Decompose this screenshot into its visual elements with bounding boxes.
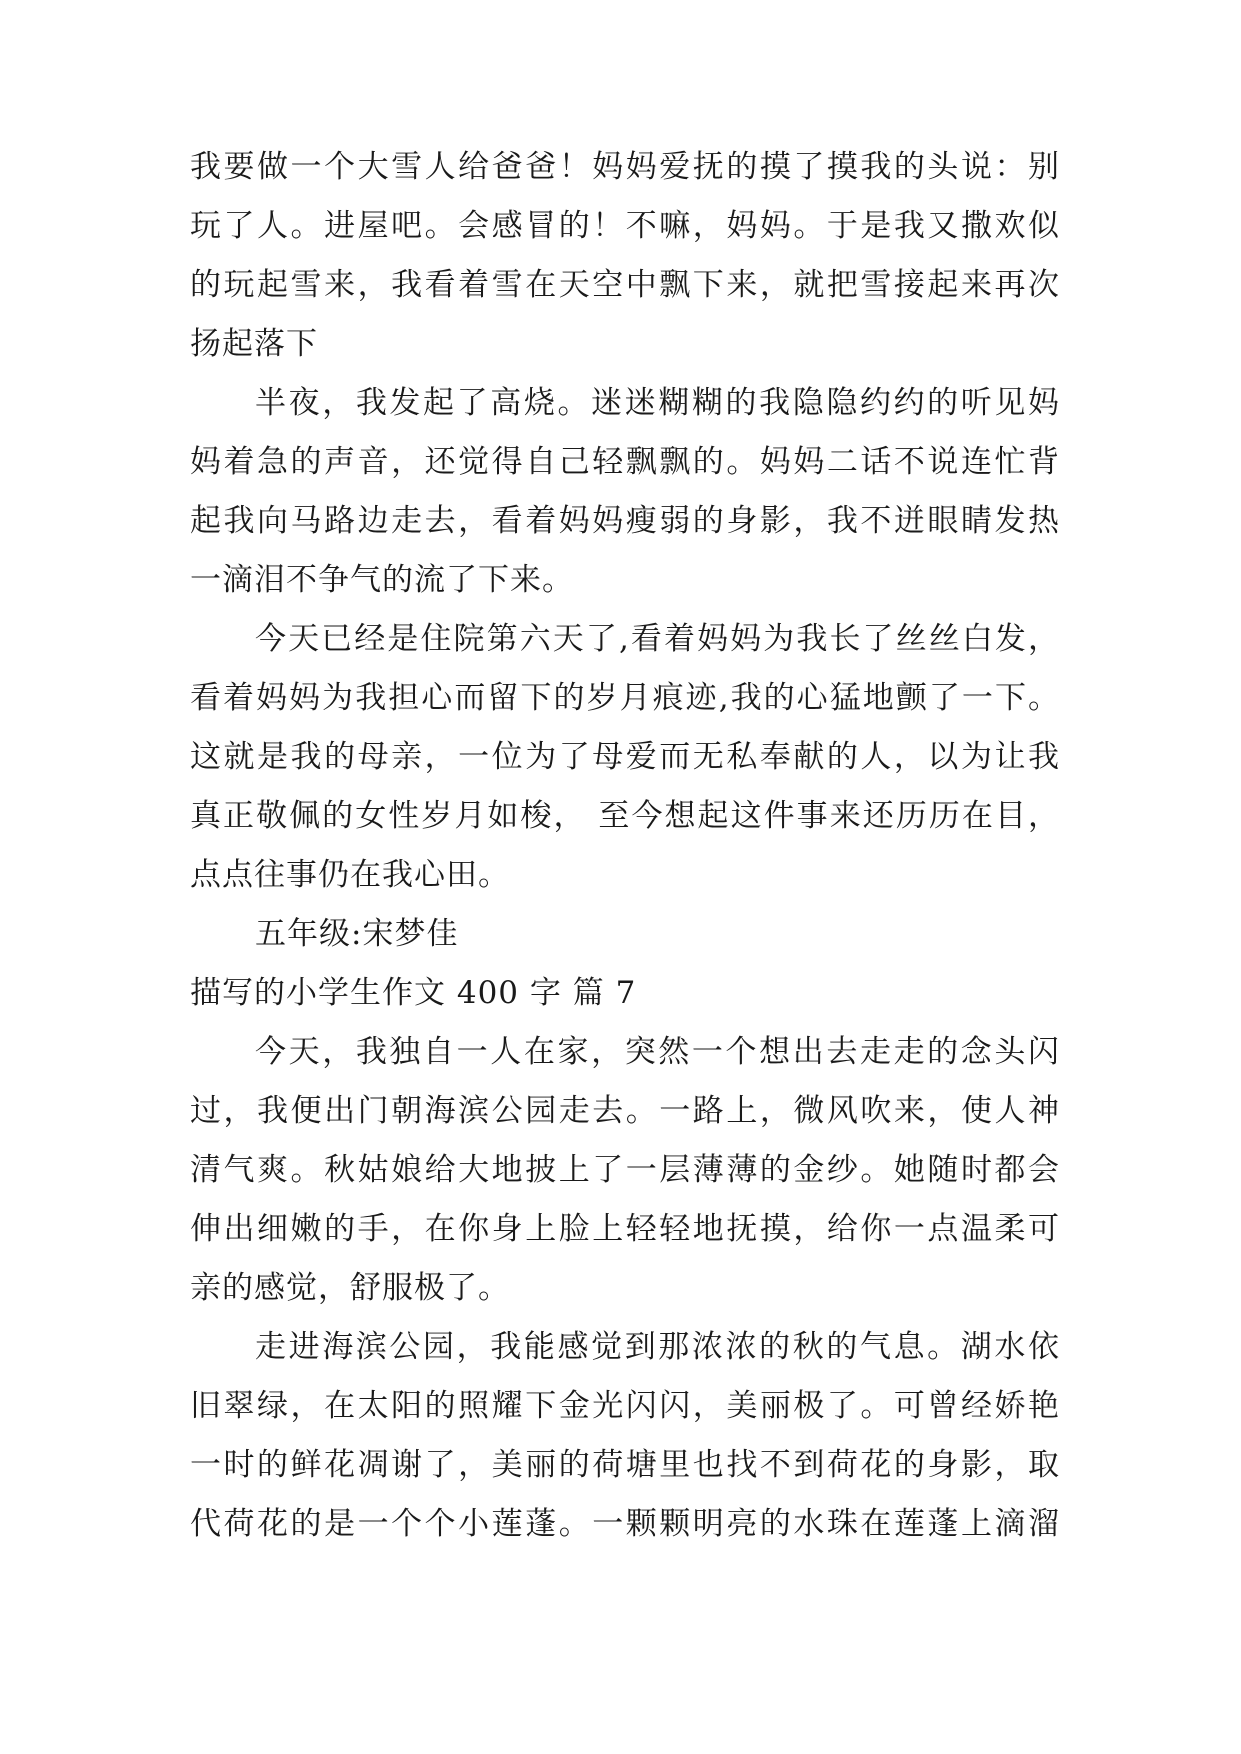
author-line: 五年级:宋梦佳 [255,916,459,952]
text-line: 妈着急的声音，还觉得自己轻飘飘的。妈妈二话不说连忙背 [190,444,1060,480]
text-line: 清气爽。秋姑娘给大地披上了一层薄薄的金纱。她随时都会 [190,1152,1060,1188]
text-line: 扬起落下 [190,326,318,362]
essay-heading: 描写的小学生作文 400 字 篇 7 [190,975,637,1011]
text-line: 我要做一个大雪人给爸爸！妈妈爱抚的摸了摸我的头说：别 [190,149,1060,185]
text-line: 亲的感觉，舒服极了。 [190,1270,510,1306]
text-line: 这就是我的母亲，一位为了母爱而无私奉献的人，以为让我 [190,739,1060,775]
text-line: 伸出细嫩的手，在你身上脸上轻轻地抚摸，给你一点温柔可 [190,1211,1060,1247]
paragraph-first-line: 今天，我独自一人在家，突然一个想出去走走的念头闪 [255,1034,1060,1070]
text-line: 过，我便出门朝海滨公园走去。一路上，微风吹来，使人神 [190,1093,1060,1129]
text-line: 玩了人。进屋吧。会感冒的！不嘛，妈妈。于是我又撒欢似 [190,208,1060,244]
text-line: 旧翠绿，在太阳的照耀下金光闪闪，美丽极了。可曾经娇艳 [190,1388,1060,1424]
text-line: 真正敬佩的女性岁月如梭， 至今想起这件事来还历历在目， [190,798,1060,834]
text-line: 一时的鲜花凋谢了，美丽的荷塘里也找不到荷花的身影，取 [190,1447,1060,1483]
paragraph-first-line: 今天已经是住院第六天了,看着妈妈为我长了丝丝白发， [255,621,1060,657]
text-line: 代荷花的是一个个小莲蓬。一颗颗明亮的水珠在莲蓬上滴溜 [190,1506,1060,1542]
text-line: 看着妈妈为我担心而留下的岁月痕迹,我的心猛地颤了一下。 [190,680,1060,716]
text-line: 一滴泪不争气的流了下来。 [190,562,574,598]
paragraph-first-line: 半夜，我发起了高烧。迷迷糊糊的我隐隐约约的听见妈 [255,385,1060,421]
text-line: 的玩起雪来，我看着雪在天空中飘下来，就把雪接起来再次 [190,267,1060,303]
paragraph-first-line: 走进海滨公园，我能感觉到那浓浓的秋的气息。湖水依 [255,1329,1060,1365]
text-line: 点点往事仍在我心田。 [190,857,510,893]
text-line: 起我向马路边走去，看着妈妈瘦弱的身影，我不迸眼睛发热 [190,503,1060,539]
